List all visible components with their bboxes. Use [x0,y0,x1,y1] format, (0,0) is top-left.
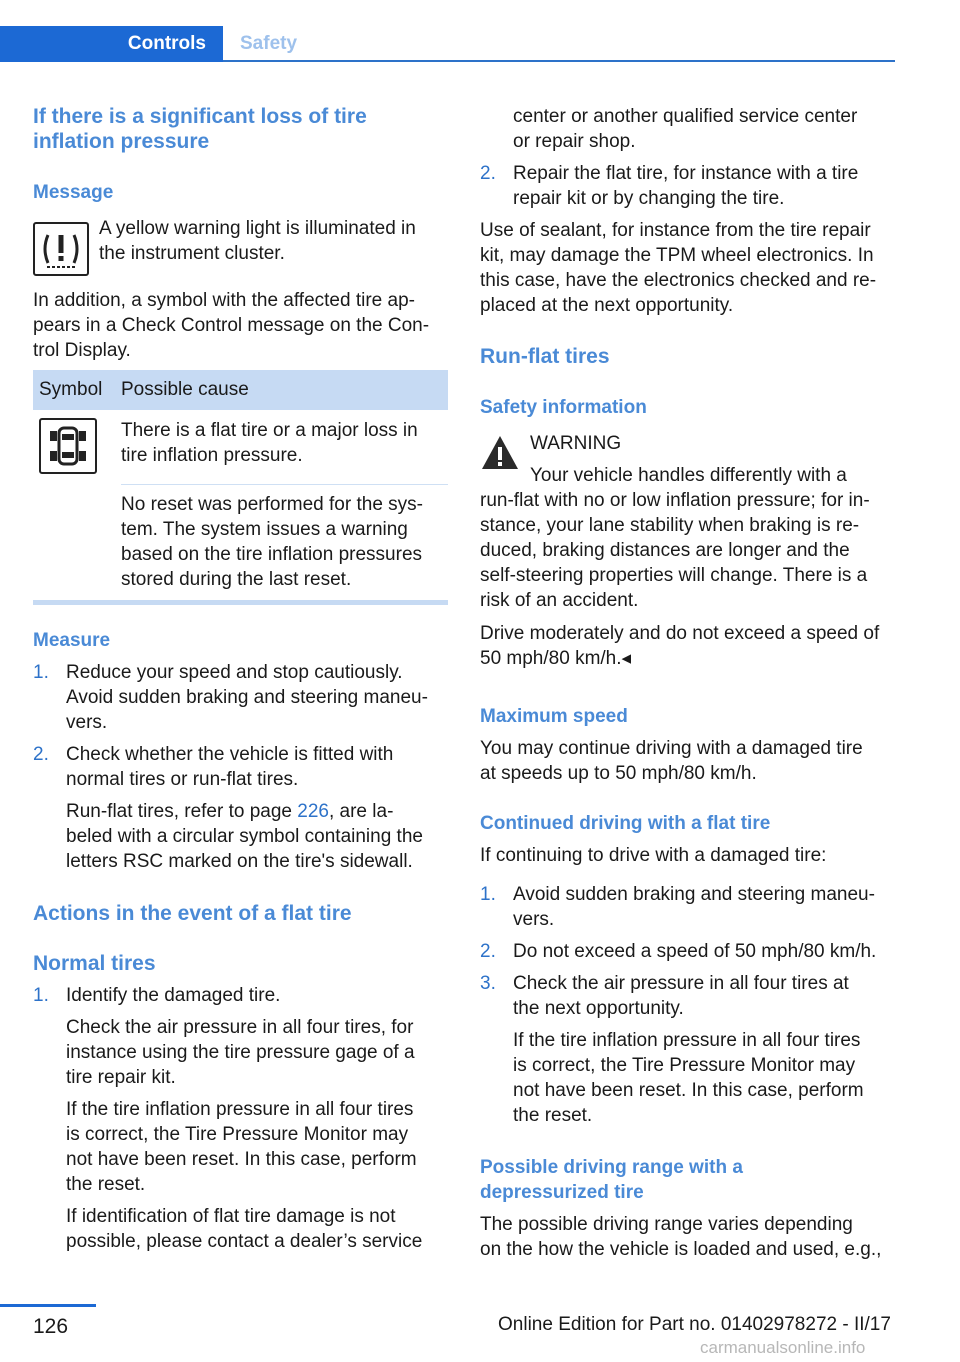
text-line: stored during the last reset. [121,569,352,590]
text-line: risk of an accident. [480,590,639,611]
max-speed-paragraph [480,736,900,786]
table-row-1-cause [121,418,451,468]
section-heading [33,104,367,154]
text-line: normal tires or run-flat tires. [66,769,299,790]
message-text [99,216,449,266]
text-line: A yellow warning light is illuminated in [99,218,416,239]
normal-tires-list [33,983,453,1254]
text-line: self-steering properties will change. There is a [480,565,868,586]
text-line: beled with a circular symbol containing the [66,826,423,847]
text-line: If the tire inflation pressure in all four tires [66,1099,414,1120]
edition-text: Online Edition for Part no. 01402978272 - II/17 [498,1314,891,1335]
text-line: kit, may damage the TPM wheel electronics. In [480,245,874,266]
text-line: run-flat with no or low inflation pressure; for in‐ [480,490,870,511]
text-line: placed at the next opportunity. [480,295,734,316]
warning-first-line: Your vehicle handles differently with a [530,465,847,486]
text-line: Drive moderately and do not exceed a speed of [480,623,880,644]
text-line: tem. The system issues a warning [121,519,408,540]
addition-paragraph [33,288,453,363]
runflat-heading: Run-flat tires [480,345,610,368]
text-line: Check the air pressure in all four tires at [513,973,849,994]
actions-heading: Actions in the event of a flat tire [33,902,352,925]
text-line: letters RSC marked on the tire's sidewall. [66,851,413,872]
text-line: center or another qualified service center [513,106,858,127]
watermark: carmanualsonline.info [700,1338,866,1357]
tab-safety[interactable]: Safety [240,33,298,54]
text-line: vers. [513,909,555,930]
text-line: the next opportunity. [513,998,684,1019]
safety-info-label: Safety information [480,397,647,418]
text-line: Check whether the vehicle is fitted with [66,744,394,765]
text-line: is correct, the Tire Pressure Monitor may [66,1124,409,1145]
text-line: not have been reset. In this case, perform [66,1149,417,1170]
text-line [66,799,453,824]
list-item [480,971,900,1021]
text-line: this case, have the electronics checked and re‐ [480,270,877,291]
text-span: , are la‐ [328,801,394,822]
paragraph [33,1204,453,1254]
table-row-2-cause [121,492,451,592]
text-line: Avoid sudden braking and steering maneu‐ [66,687,428,708]
list-number: 1. [480,884,496,905]
list-item [33,983,453,1008]
measure-label: Measure [33,630,111,651]
text-line: is correct, the Tire Pressure Monitor may [513,1055,856,1076]
drive-moderately-paragraph [480,621,900,671]
flat-tire-car-icon [39,418,97,474]
text-line: Check the air pressure in all four tires, for [66,1017,414,1038]
warning-triangle-icon [480,433,520,473]
warning-light-icon [33,222,89,276]
list-item [33,742,453,792]
text-line: or repair shop. [513,131,636,152]
range-heading [480,1155,743,1205]
list-number: 3. [480,973,496,994]
table-col-cause: Possible cause [121,379,249,400]
text-line: No reset was performed for the sys‐ [121,494,423,515]
paragraph [33,1097,453,1197]
table-bottom-rule [33,600,448,605]
text-line: possible, please contact a dealer’s service [66,1231,423,1252]
text-line: based on the tire inflation pressures [121,544,423,565]
text-line: Identify the damaged tire. [66,985,281,1006]
continued-text [513,104,903,154]
text-line: tire inflation pressure. [121,445,303,466]
list-number: 2. [33,744,49,765]
text-line: instance using the tire pressure gage of a [66,1042,415,1063]
text-line: at speeds up to 50 mph/80 km/h. [480,763,757,784]
tab-controls[interactable]: Controls [0,26,223,62]
list-item [480,161,900,211]
heading-line: Possible driving range with a [480,1157,743,1178]
continued-list [480,882,900,1128]
range-paragraph [480,1212,900,1262]
text-line: The possible driving range varies depending [480,1214,853,1235]
paragraph [33,1015,453,1090]
text-line: Avoid sudden braking and steering maneu‐ [513,884,875,905]
list-number: 2. [480,163,496,184]
text-line: the reset. [513,1105,593,1126]
text-line: on the how the vehicle is loaded and used, e.g., [480,1239,882,1260]
text-line: Use of sealant, for instance from the tire repair [480,220,871,241]
continued-driving-label: Continued driving with a flat tire [480,813,771,834]
text-line: tire repair kit. [66,1067,176,1088]
text-line: trol Display. [33,340,131,361]
text-line: Do not exceed a speed of 50 mph/80 km/h. [513,941,877,962]
text-line: not have been reset. In this case, perform [513,1080,864,1101]
footer-rule [0,1304,96,1307]
page-226-link[interactable]: 226 [297,801,329,822]
table-col-symbol: Symbol [39,379,103,400]
list-number: 2. [480,941,496,962]
text-line: There is a flat tire or a major loss in [121,420,418,441]
text-line: vers. [66,712,108,733]
text-line: the instrument cluster. [99,243,285,264]
text-span: Run-flat tires, refer to page [66,801,298,822]
text-line: If identification of flat tire damage is not [66,1206,396,1227]
warning-paragraph [480,488,900,613]
text-line: Repair the flat tire, for instance with a tire [513,163,859,184]
heading-line: inflation pressure [33,130,210,153]
heading-line: depressurized tire [480,1182,644,1203]
text-line: repair kit or by changing the tire. [513,188,785,209]
table-row-separator [121,484,448,485]
text-line: pears in a Check Control message on the Con‐ [33,315,430,336]
text-line: In addition, a symbol with the affected tire ap‐ [33,290,415,311]
runflat-reference [33,799,453,874]
max-speed-label: Maximum speed [480,706,628,727]
list-item [33,660,453,735]
page-number: 126 [33,1315,69,1338]
text-line: Reduce your speed and stop cautiously. [66,662,403,683]
heading-line: If there is a significant loss of tire [33,105,367,128]
sealant-paragraph [480,218,900,318]
list-number: 1. [33,662,49,683]
text-line: the reset. [66,1174,146,1195]
text-line: 50 mph/80 km/h.◂ [480,648,632,669]
text-line: duced, braking distances are longer and the [480,540,850,561]
measure-list [33,660,453,874]
text-line: You may continue driving with a damaged tire [480,738,863,759]
text-line: If the tire inflation pressure in all four tires [513,1030,861,1051]
normal-tires-heading: Normal tires [33,952,156,975]
warning-label: WARNING [530,433,622,454]
list-item [480,882,900,932]
text-line: stance, your lane stability when braking is re‐ [480,515,860,536]
paragraph [480,1028,900,1128]
list-item [480,939,900,964]
continued-intro: If continuing to drive with a damaged tire: [480,845,827,866]
message-label: Message [33,182,114,203]
list-number: 1. [33,985,49,1006]
